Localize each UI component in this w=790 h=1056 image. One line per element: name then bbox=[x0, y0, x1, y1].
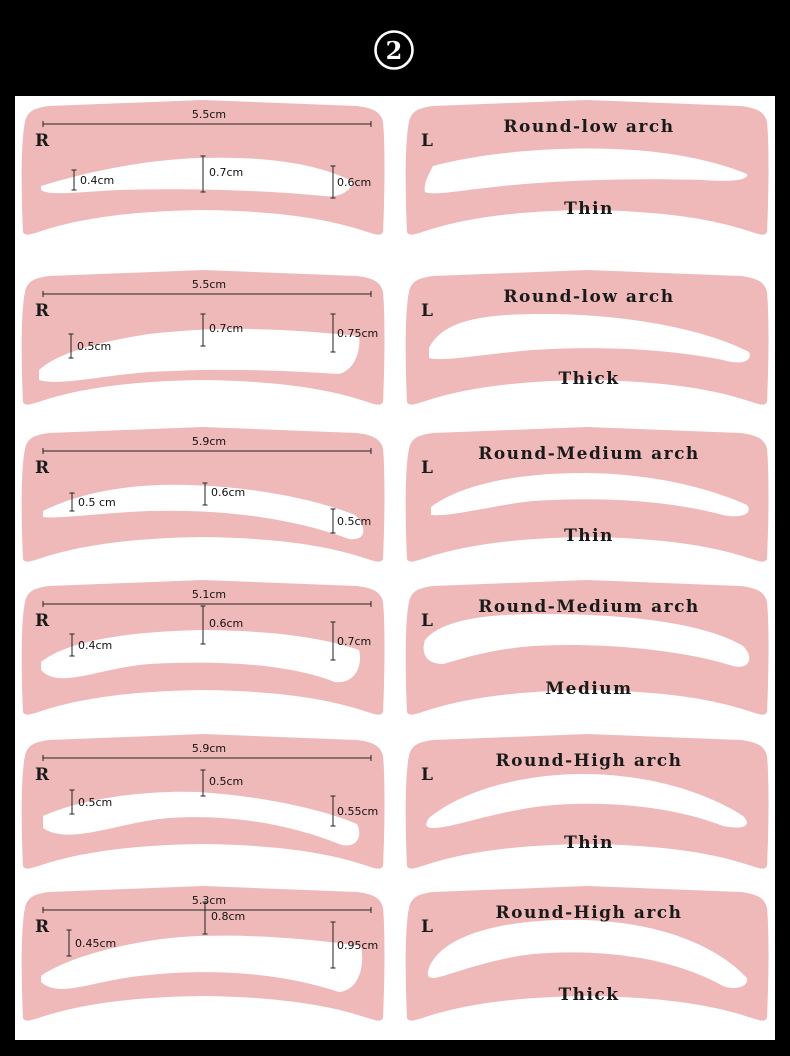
arch-type-label: Round-low arch bbox=[503, 117, 675, 137]
end-thickness-label: 0.75cm bbox=[337, 327, 379, 340]
side-label: R bbox=[35, 611, 50, 631]
right-eyebrow-stencil bbox=[19, 100, 387, 252]
side-label: L bbox=[421, 611, 433, 631]
width-label: 5.5cm bbox=[191, 108, 227, 121]
start-thickness-label: 0.5cm bbox=[77, 340, 112, 353]
end-thickness-label: 0.6cm bbox=[337, 176, 372, 189]
right-eyebrow-stencil bbox=[19, 886, 387, 1038]
width-label: 5.9cm bbox=[191, 742, 227, 755]
width-label: 5.1cm bbox=[191, 588, 227, 601]
arch-type-label: Round-low arch bbox=[503, 287, 675, 307]
arch-type-label: Round-High arch bbox=[495, 903, 683, 923]
side-label: R bbox=[35, 917, 50, 937]
middle-thickness-label: 0.7cm bbox=[209, 166, 244, 179]
side-label: L bbox=[421, 301, 433, 321]
end-thickness-label: 0.7cm bbox=[337, 635, 372, 648]
left-eyebrow-stencil bbox=[403, 580, 771, 732]
side-label: R bbox=[35, 458, 50, 478]
middle-thickness-label: 0.6cm bbox=[211, 486, 246, 499]
side-label: R bbox=[35, 765, 50, 785]
end-thickness-label: 0.55cm bbox=[337, 805, 379, 818]
side-label: L bbox=[421, 917, 433, 937]
side-label: L bbox=[421, 458, 433, 478]
start-thickness-label: 0.4cm bbox=[78, 639, 113, 652]
header bbox=[0, 0, 790, 96]
thickness-label: Medium bbox=[545, 679, 633, 699]
side-label: L bbox=[421, 131, 433, 151]
side-label: R bbox=[35, 131, 50, 151]
side-label: L bbox=[421, 765, 433, 785]
end-thickness-label: 0.5cm bbox=[337, 515, 372, 528]
left-eyebrow-stencil bbox=[403, 270, 771, 422]
thickness-label: Thick bbox=[558, 985, 620, 1005]
width-label: 5.9cm bbox=[191, 435, 227, 448]
start-thickness-label: 0.4cm bbox=[80, 174, 115, 187]
left-eyebrow-stencil bbox=[403, 734, 771, 886]
right-eyebrow-stencil bbox=[19, 734, 387, 886]
thickness-label: Thin bbox=[564, 526, 614, 546]
start-thickness-label: 0.5 cm bbox=[78, 496, 116, 509]
left-eyebrow-stencil bbox=[403, 100, 771, 252]
left-eyebrow-stencil bbox=[403, 427, 771, 579]
stencil-sheet bbox=[15, 96, 775, 1040]
step-number-badge bbox=[373, 29, 415, 71]
side-label: R bbox=[35, 301, 50, 321]
arch-type-label: Round-High arch bbox=[495, 751, 683, 771]
svg-text:2: 2 bbox=[385, 36, 403, 65]
width-label: 5.5cm bbox=[191, 278, 227, 291]
middle-thickness-label: 0.6cm bbox=[209, 617, 244, 630]
right-eyebrow-stencil bbox=[19, 427, 387, 579]
end-thickness-label: 0.95cm bbox=[337, 939, 379, 952]
thickness-label: Thin bbox=[564, 199, 614, 219]
thickness-label: Thick bbox=[558, 369, 620, 389]
middle-thickness-label: 0.8cm bbox=[211, 910, 246, 923]
right-eyebrow-stencil bbox=[19, 270, 387, 422]
start-thickness-label: 0.45cm bbox=[75, 937, 117, 950]
middle-thickness-label: 0.5cm bbox=[209, 775, 244, 788]
arch-type-label: Round-Medium arch bbox=[478, 444, 700, 464]
left-eyebrow-stencil bbox=[403, 886, 771, 1038]
arch-type-label: Round-Medium arch bbox=[478, 597, 700, 617]
middle-thickness-label: 0.7cm bbox=[209, 322, 244, 335]
right-eyebrow-stencil bbox=[19, 580, 387, 732]
thickness-label: Thin bbox=[564, 833, 614, 853]
start-thickness-label: 0.5cm bbox=[78, 796, 113, 809]
width-label: 5.3cm bbox=[191, 894, 227, 907]
